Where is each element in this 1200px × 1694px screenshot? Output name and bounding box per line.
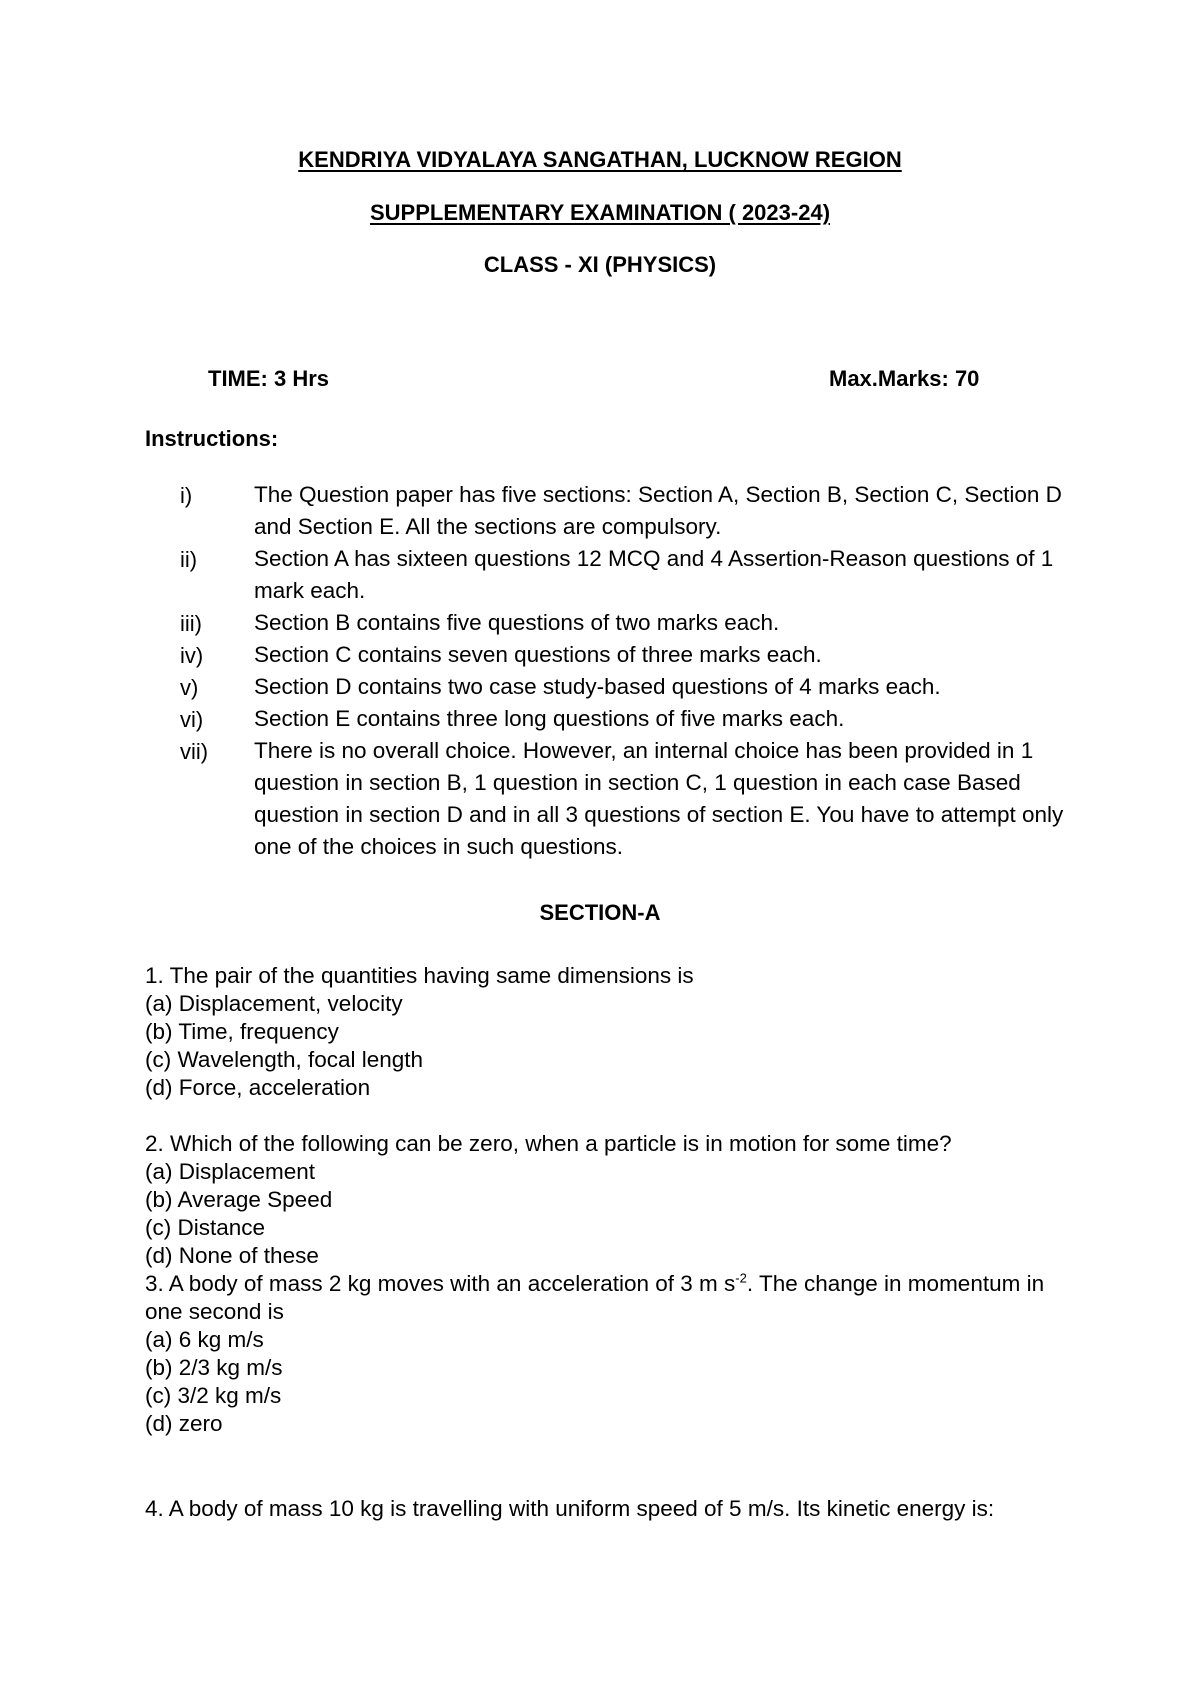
max-marks-label: Max.Marks: 70: [829, 366, 980, 391]
question-stem-part: . The change in momentum in one second is: [145, 1271, 1045, 1324]
instruction-text: The Question paper has five sections: Section A, Section B, Section C, Section D and Section E. All the sections are compulsory.: [254, 482, 1062, 539]
instruction-text: Section D contains two case study-based questions of 4 marks each.: [254, 674, 941, 699]
header-exam: SUPPLEMENTARY EXAMINATION ( 2023-24): [369, 200, 831, 225]
question-stem: 4. A body of mass 10 kg is travelling with uniform speed of 5 m/s. Its kinetic energy is:: [145, 1496, 995, 1521]
instruction-num: v): [180, 675, 199, 700]
section-a-title: SECTION-A: [539, 900, 661, 925]
instruction-num: ii): [180, 547, 198, 572]
question-stem: 1. The pair of the quantities having same dimensions is: [145, 963, 694, 988]
instruction-num: vii): [180, 739, 209, 764]
time-label: TIME: 3 Hrs: [208, 366, 330, 391]
header-class: CLASS - XI (PHYSICS): [483, 252, 717, 277]
question-4: [145, 1495, 1075, 1523]
option: (b) Average Speed: [145, 1187, 333, 1212]
instruction-num: iii): [180, 611, 202, 636]
option: (a) Displacement, velocity: [145, 991, 403, 1016]
option: (c) Distance: [145, 1215, 266, 1240]
question-stem: [145, 1270, 1075, 1326]
superscript: -2: [735, 1270, 747, 1286]
header-org: KENDRIYA VIDYALAYA SANGATHAN, LUCKNOW REGION: [298, 147, 902, 172]
option: (c) 3/2 kg m/s: [145, 1383, 282, 1408]
instructions-heading: Instructions:: [145, 426, 279, 451]
question-3: [145, 1270, 1075, 1438]
instruction-text: There is no overall choice. However, an internal choice has been provided in 1 question in section B, 1 question in section C, 1 question in each case Based question in section D and in all 3 questions of section E. You have to attempt only one of the choices in such questions.: [254, 738, 1064, 859]
option: (a) 6 kg m/s: [145, 1327, 264, 1352]
option: (d) Force, acceleration: [145, 1075, 371, 1100]
instruction-num: vi): [180, 707, 204, 732]
instruction-num: iv): [180, 643, 204, 668]
option: (d) zero: [145, 1411, 223, 1436]
option: (a) Displacement: [145, 1159, 316, 1184]
question-stem: 2. Which of the following can be zero, when a particle is in motion for some time?: [145, 1131, 952, 1156]
instruction-text: Section C contains seven questions of three marks each.: [254, 642, 822, 667]
option: (d) None of these: [145, 1243, 319, 1268]
question-stem-part: 3. A body of mass 2 kg moves with an acceleration of 3 m s: [145, 1271, 736, 1296]
instruction-text: Section E contains three long questions of five marks each.: [254, 706, 845, 731]
option: (b) 2/3 kg m/s: [145, 1355, 283, 1380]
option: (c) Wavelength, focal length: [145, 1047, 424, 1072]
question-2: [145, 1130, 1075, 1270]
option: (b) Time, frequency: [145, 1019, 339, 1044]
instruction-num: i): [180, 483, 193, 508]
instruction-text: Section B contains five questions of two marks each.: [254, 610, 780, 635]
question-1: [145, 962, 1075, 1102]
instruction-text: Section A has sixteen questions 12 MCQ and 4 Assertion-Reason questions of 1 mark each.: [254, 546, 1054, 603]
